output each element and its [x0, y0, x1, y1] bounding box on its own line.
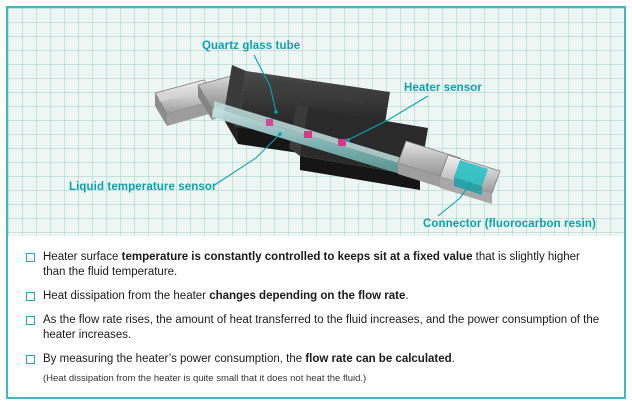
list-item [26, 352, 606, 367]
bullet-text-2: Heat dissipation from the heater changes depending on the flow rate. [43, 290, 409, 302]
content-frame [6, 6, 626, 399]
checkbox-icon [26, 316, 35, 325]
sensor-illustration [8, 8, 624, 236]
label-heater-sensor: Heater sensor [404, 82, 483, 94]
right-connector-group [398, 141, 500, 204]
note-text: (Heat dissipation from the heater is quite small that it does not heat the fluid.) [43, 373, 367, 384]
bullet-text-4: By measuring the heater’s power consumption, the flow rate can be calculated. [43, 353, 455, 365]
label-quartz-glass-tube: Quartz glass tube [202, 40, 301, 52]
list-item [26, 289, 606, 304]
list-item [26, 313, 606, 343]
checkbox-icon [26, 355, 35, 364]
checkbox-icon [26, 253, 35, 262]
list-item [26, 250, 606, 280]
bullet-text-1: Heater surface temperature is constantly controlled to keeps sit at a fixed value that is slightly higher than the fluid temperature. [43, 251, 580, 278]
label-connector: Connector (fluorocarbon resin) [423, 218, 596, 230]
checkbox-icon [26, 292, 35, 301]
bullet-list [8, 236, 624, 397]
label-liquid-temperature-sensor: Liquid temperature sensor [69, 181, 217, 193]
bullet-text-3: As the flow rate rises, the amount of heat transferred to the fluid increases, and the power consumption of the heater increases. [43, 314, 600, 341]
sensor-diagram [8, 8, 624, 236]
